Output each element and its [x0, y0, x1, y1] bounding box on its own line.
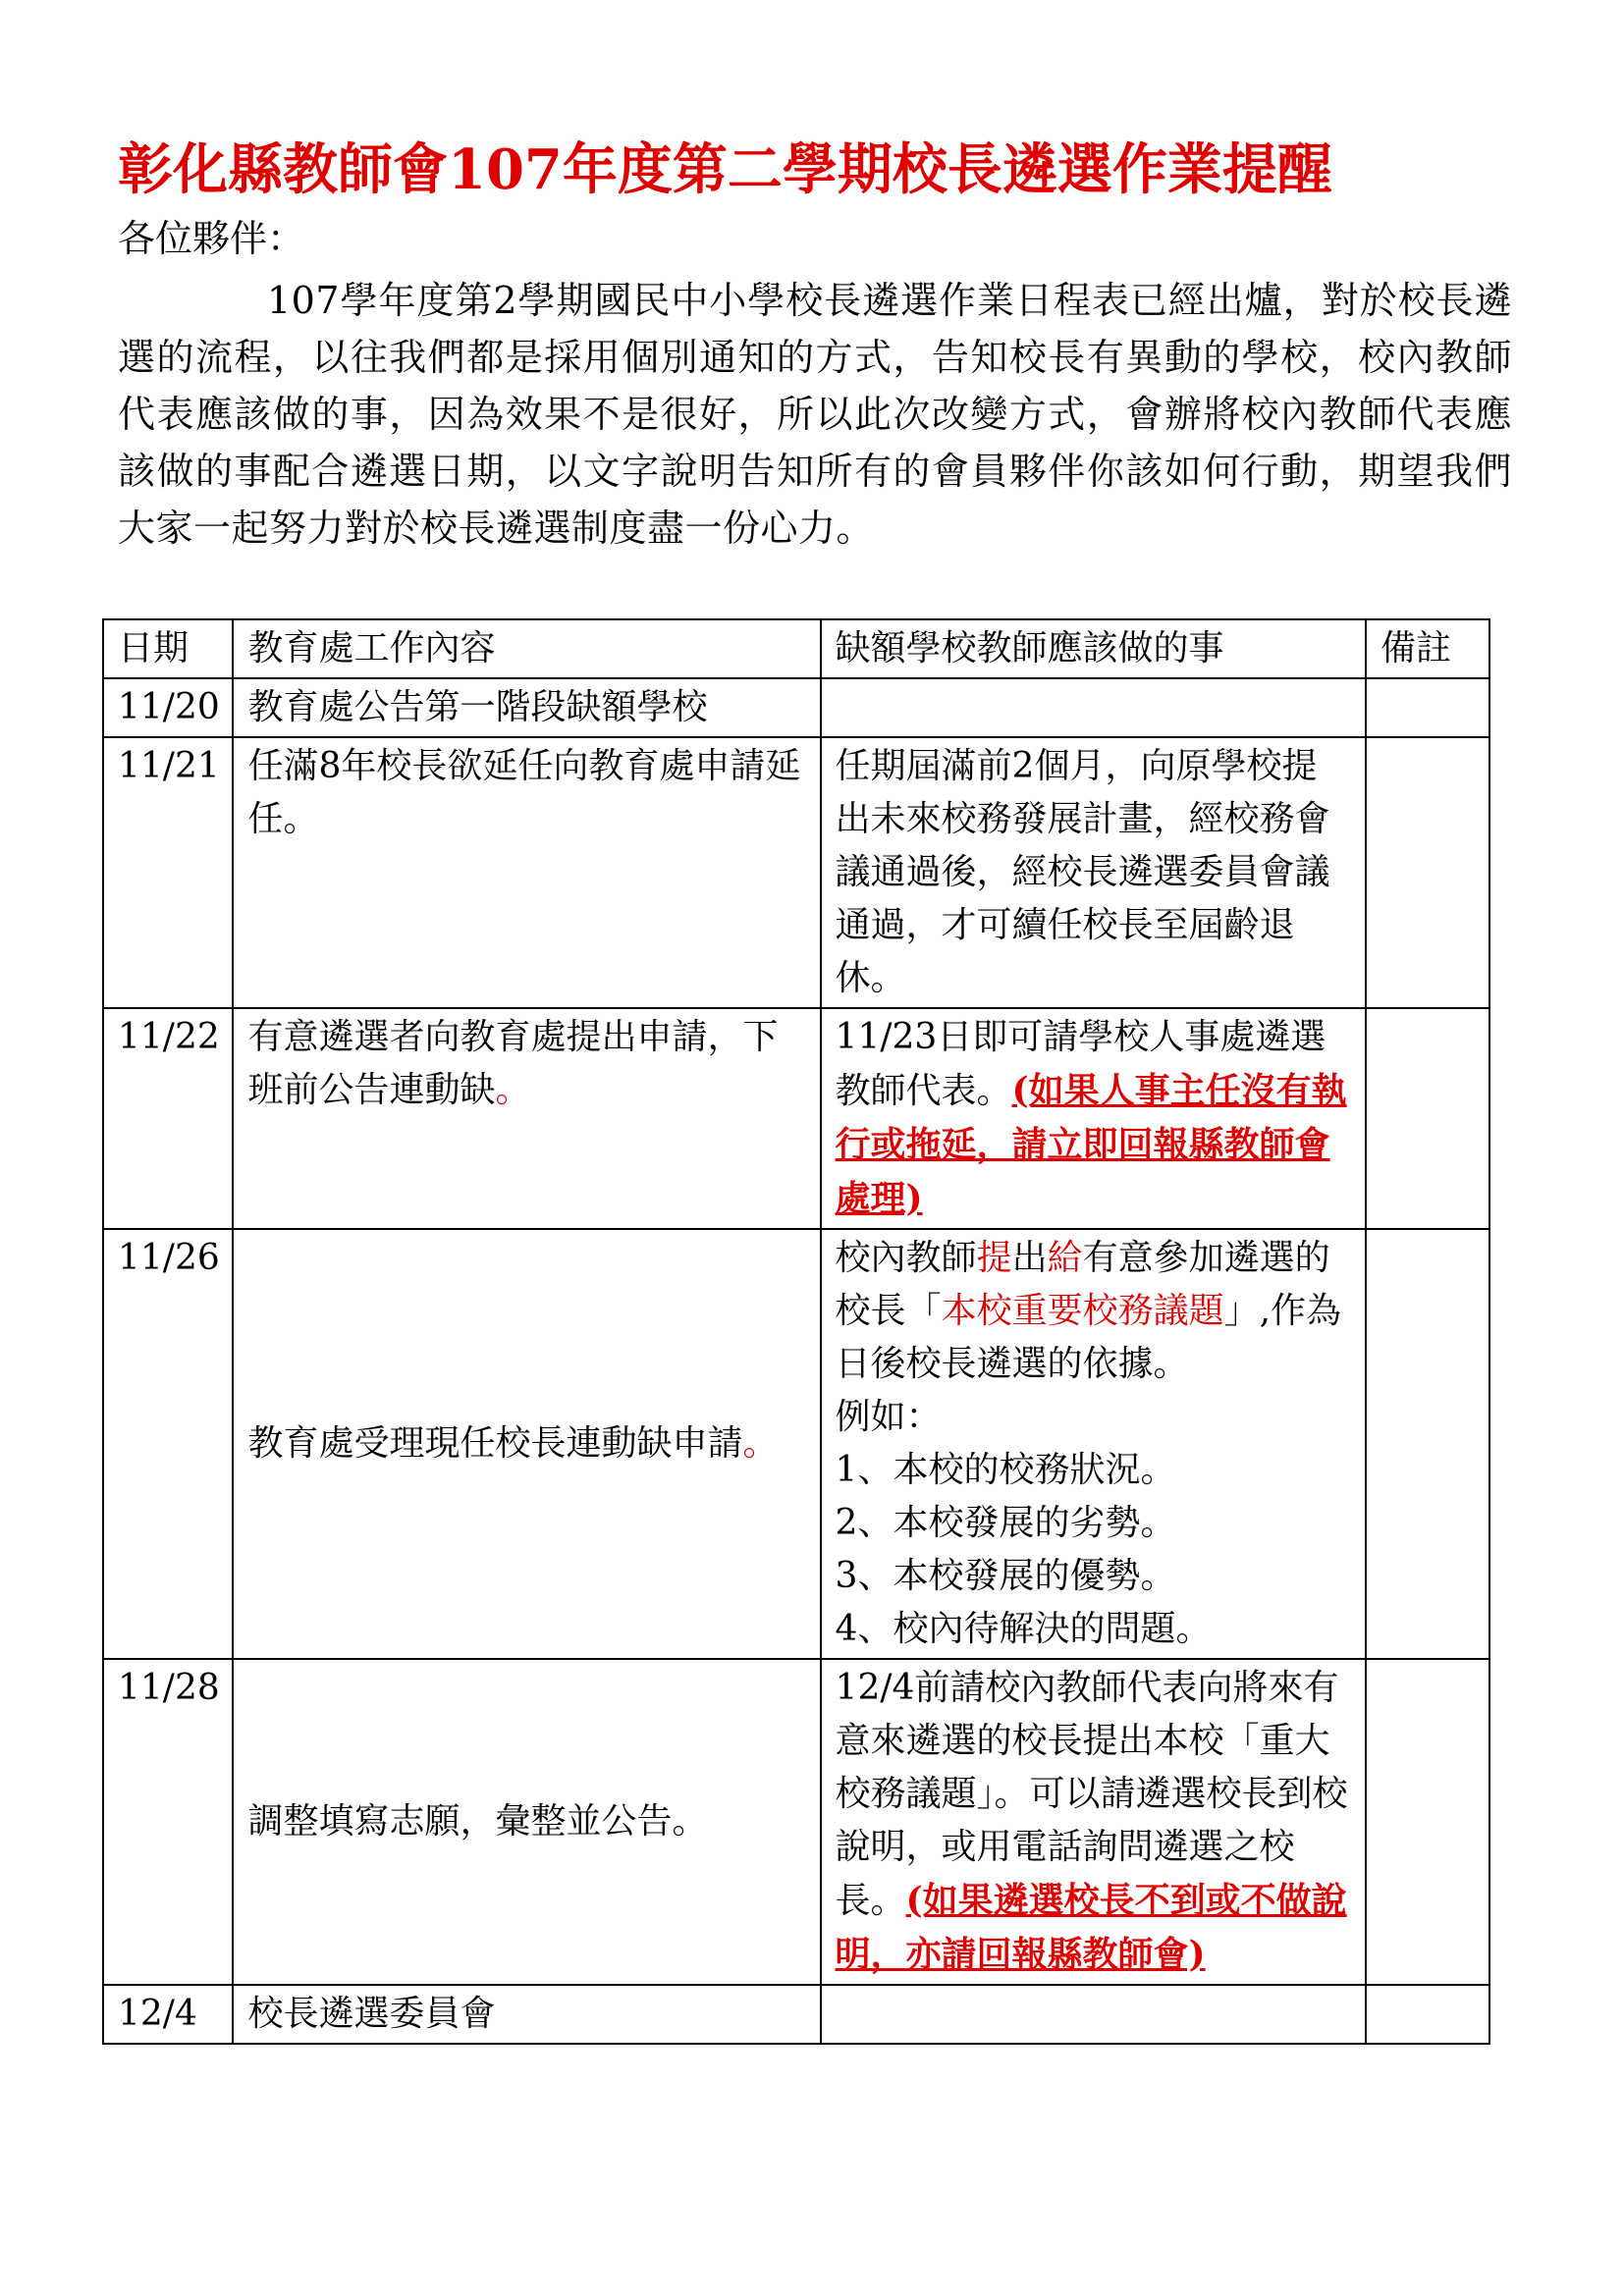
table-row	[103, 1985, 1489, 2044]
header-office-work: 教育處工作內容	[233, 619, 820, 678]
header-teacher-todo: 缺額學校教師應該做的事	[821, 619, 1366, 678]
table-row	[103, 1659, 1489, 1985]
todo-segment-red: 給	[1047, 1238, 1083, 1278]
row-teacher-todo	[821, 1008, 1366, 1229]
todo-warning: (如果人事主任沒有執行或拖延，請立即回報縣教師會處理)	[835, 1070, 1347, 1219]
row-office-work	[233, 1008, 820, 1229]
office-work-mark: 。	[495, 1070, 531, 1110]
table-header-row	[103, 619, 1489, 678]
schedule-table	[102, 618, 1490, 2045]
todo-paragraph	[836, 1232, 1351, 1391]
example-item: 3、本校發展的優勢。	[835, 1556, 1176, 1596]
row-teacher-todo	[821, 1985, 1366, 2044]
todo-warning: (如果遴選校長不到或不做說明，亦請回報縣教師會)	[835, 1880, 1347, 1975]
todo-text: 11/23日即可請學校人事處遴選教師代表。	[835, 1017, 1326, 1111]
example-item: 4、校內待解決的問題。	[835, 1609, 1212, 1649]
row-note	[1366, 1008, 1489, 1229]
row-date: 11/22	[103, 1008, 233, 1229]
example-item: 1、本校的校務狀況。	[835, 1450, 1176, 1490]
row-teacher-todo	[821, 1229, 1366, 1659]
row-office-work: 任滿8年校長欲延任向教育處申請延任。	[233, 737, 820, 1008]
row-office-work: 調整填寫志願，彙整並公告。	[233, 1659, 820, 1985]
header-note: 備註	[1366, 619, 1489, 678]
row-date: 12/4	[103, 1985, 233, 2044]
row-office-work: 校長遴選委員會	[233, 1985, 820, 2044]
table-row	[103, 678, 1489, 737]
row-note	[1366, 1985, 1489, 2044]
row-date: 11/26	[103, 1229, 233, 1659]
row-date: 11/21	[103, 737, 233, 1008]
row-office-work	[233, 1229, 820, 1659]
row-date: 11/20	[103, 678, 233, 737]
office-work-text: 有意遴選者向教育處提出申請，下班前公告連動缺	[247, 1017, 779, 1110]
row-teacher-todo	[821, 1659, 1366, 1985]
greeting: 各位夥伴：	[118, 217, 305, 261]
row-note	[1366, 737, 1489, 1008]
examples-label: 例如：	[835, 1397, 942, 1437]
todo-topic-red: 本校重要校務議題	[941, 1291, 1224, 1331]
todo-text: 12/4前請校內教師代表向將來有意來遴選的校長提出本校「重大校務議題」。可以請遴選校長到校說明，或用電話詢問遴選之校長。	[835, 1668, 1348, 1921]
row-date: 11/28	[103, 1659, 233, 1985]
row-note	[1366, 678, 1489, 737]
page-title: 彰化縣教師會107年度第二學期校長遴選作業提醒	[118, 137, 1332, 202]
row-note	[1366, 1659, 1489, 1985]
todo-segment-red: 提	[976, 1238, 1012, 1278]
office-work-text: 教育處受理現任校長連動缺申請	[247, 1423, 743, 1464]
row-teacher-todo: 任期屆滿前2個月，向原學校提出未來校務發展計畫，經校務會議通過後，經校長遴選委員會議通過，才可續任校長至屆齡退休。	[821, 737, 1366, 1008]
table-row	[103, 1008, 1489, 1229]
table-row	[103, 1229, 1489, 1659]
row-office-work: 教育處公告第一階段缺額學校	[233, 678, 820, 737]
table-row	[103, 737, 1489, 1008]
todo-segment: 出	[1011, 1238, 1048, 1278]
todo-segment: 校內教師	[835, 1238, 977, 1278]
todo-segment: 」,作為日後校長遴選的依據。	[835, 1291, 1342, 1384]
row-note	[1366, 1229, 1489, 1659]
document-page	[118, 137, 1512, 557]
office-work-mark: 。	[742, 1423, 779, 1464]
todo-segment: 有意參加遴選的校長「	[835, 1238, 1330, 1331]
example-item: 2、本校發展的劣勢。	[835, 1503, 1176, 1543]
row-teacher-todo	[821, 678, 1366, 737]
intro-paragraph: 107學年度第2學期國民中小學校長遴選作業日程表已經出爐，對於校長遴選的流程，以往我們都是採用個別通知的方式，告知校長有異動的學校，校內教師代表應該做的事，因為效果不是很好，所以此次改變方式，會辦將校內教師代表應該做的事配合遴選日期，以文字說明告知所有的會員夥伴你該如何行動，期望我們大家一起努力對於校長遴選制度盡一份心力。	[118, 279, 1512, 551]
header-date: 日期	[103, 619, 233, 678]
